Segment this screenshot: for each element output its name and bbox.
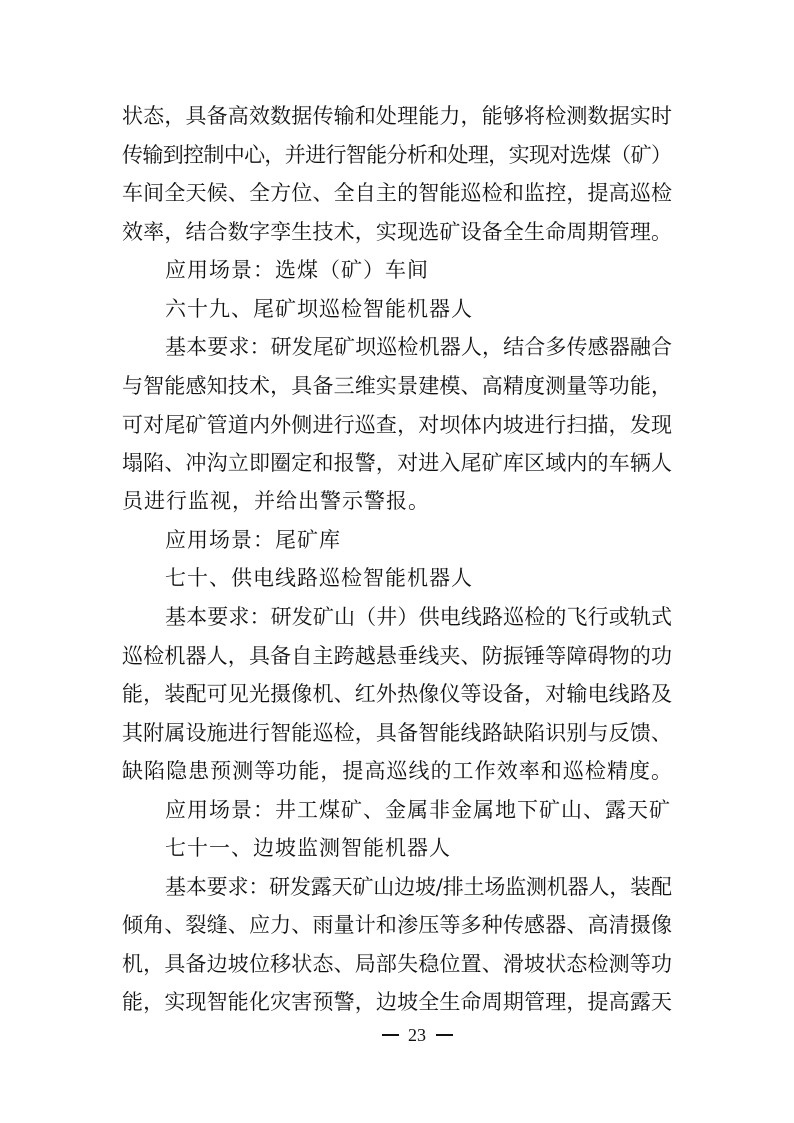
text-line [0,405,794,445]
text-line [0,944,794,984]
text-line [0,173,794,213]
text-line [0,250,794,290]
text-line-content: 基本要求：研发露天矿山边坡/排土场监测机器人，装配 [165,875,672,899]
text-line [0,135,794,175]
text-line-content: 应用场景：井工煤矿、金属非金属地下矿山、露天矿 [165,798,671,822]
text-line-content: 基本要求：研发矿山（井）供电线路巡检的飞行或轨式 [165,605,673,629]
text-line [0,751,794,791]
text-line [0,674,794,714]
text-line [0,867,794,907]
text-line-content: 倾角、裂缝、应力、雨量计和渗压等多种传感器、高清摄像 [122,913,673,937]
text-line-content: 员进行监视，并给出警示警报。 [122,489,430,513]
section-heading [0,289,794,329]
section-heading-text: 六十九、尾矿坝巡检智能机器人 [165,297,473,321]
text-line [0,790,794,830]
text-line [0,597,794,637]
text-line-content: 塌陷、冲沟立即圈定和报警，对进入尾矿库区域内的车辆人 [122,451,673,475]
text-line [0,905,794,945]
text-line-content: 车间全天候、全方位、全自主的智能巡检和监控，提高巡检 [122,181,673,205]
section-heading [0,558,794,598]
text-line [0,636,794,676]
text-line [0,443,794,483]
text-line-content: 能，实现智能化灾害预警，边坡全生命周期管理，提高露天 [122,990,673,1014]
text-line [0,520,794,560]
text-line-content: 传输到控制中心，并进行智能分析和处理，实现对选煤（矿） [122,143,672,167]
text-line [0,327,794,367]
text-line-content: 与智能感知技术，具备三维实景建模、高精度测量等功能， [122,374,673,398]
text-line [0,713,794,753]
section-heading-text: 七十一、边坡监测智能机器人 [165,836,451,860]
text-line-content: 效率，结合数字孪生技术，实现选矿设备全生命周期管理。 [122,220,673,244]
text-line-content: 巡检机器人，具备自主跨越悬垂线夹、防振锤等障碍物的功 [122,644,673,668]
text-line-content: 应用场景：尾矿库 [165,528,341,552]
section-heading [0,828,794,868]
text-line-content: 机，具备边坡位移状态、局部失稳位置、滑坡状态检测等功 [122,952,673,976]
page-number-dash-right [436,1034,453,1036]
page-number: 23 [408,1025,426,1045]
text-line [0,481,794,521]
page-number-dash-left [382,1034,399,1036]
text-line [0,982,794,1022]
text-line-content: 基本要求：研发尾矿坝巡检机器人，结合多传感器融合 [165,335,673,359]
text-line [0,96,794,136]
text-line-content: 缺陷隐患预测等功能，提高巡线的工作效率和巡检精度。 [122,759,674,783]
text-line-content: 应用场景：选煤（矿）车间 [165,258,429,282]
text-line [0,212,794,252]
section-heading-text: 七十、供电线路巡检智能机器人 [165,566,473,590]
text-line-content: 其附属设施进行智能巡检，具备智能线路缺陷识别与反馈、 [122,721,673,745]
text-line-content: 状态，具备高效数据传输和处理能力，能够将检测数据实时 [122,104,673,128]
text-line [0,366,794,406]
text-line-content: 可对尾矿管道内外侧进行巡查，对坝体内坡进行扫描，发现 [122,413,673,437]
text-line-content: 能，装配可见光摄像机、红外热像仪等设备，对输电线路及 [122,682,673,706]
